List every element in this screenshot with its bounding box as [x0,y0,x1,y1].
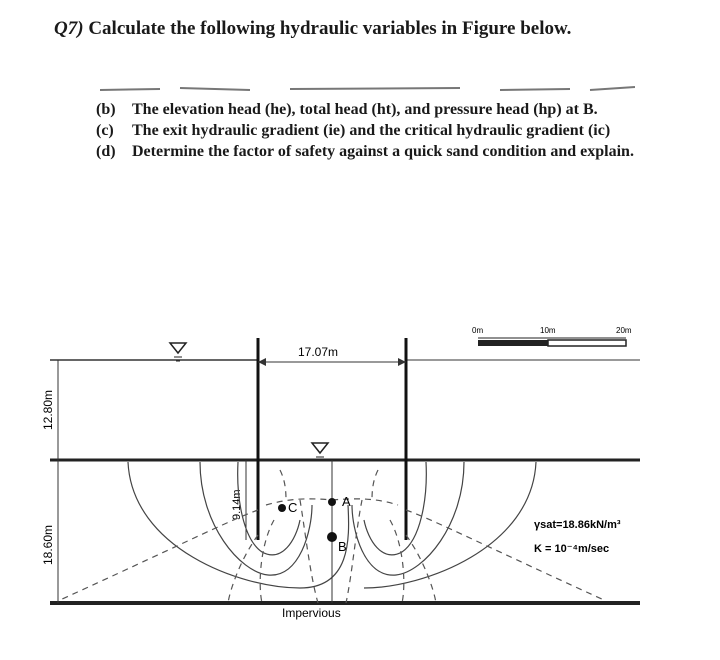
flow-line-4 [364,462,426,555]
unit-weight-label: γsat=18.86kN/m³ [534,519,621,531]
point-c-marker [278,504,286,512]
point-a-marker [328,498,336,506]
item-text: The elevation head (he), total head (ht), and pressure head (hp) at B. [132,101,598,118]
equipotential-line-9 [266,499,332,505]
impervious-label: Impervious [282,606,341,620]
equipotential-line-6 [390,520,404,603]
scale-label-10: 10m [540,326,556,335]
item-label: (c) [96,122,114,139]
point-a-label: A [342,494,351,509]
spacing-label: 17.07m [298,345,339,359]
equipotential-line-11 [280,470,286,500]
equipotential-line-2 [228,535,258,603]
scale-bar [478,338,626,346]
item-label: (b) [96,101,116,118]
upstream-water-table-icon [170,343,186,361]
equipotential-line-1 [60,510,258,600]
equipotential-line-7 [406,535,436,603]
flow-line-2 [200,462,312,575]
equipotential-line-12 [372,470,378,500]
equipotential-line-3 [260,520,274,603]
point-b-marker [327,532,337,542]
item-text: Determine the factor of safety against a quick sand condition and explain. [132,143,634,160]
point-c-label: C [288,500,298,515]
scale-label-20: 20m [616,326,632,335]
question-number: Q7) [54,18,84,39]
permeability-label: K = 10⁻⁴m/sec [534,543,610,555]
pile-depth-label: 9.14m [231,489,243,520]
item-label: (d) [96,143,116,160]
upstream-depth-label: 12.80m [41,389,55,430]
downstream-water-table-icon [312,443,328,461]
soil-depth-label: 18.60m [41,524,55,565]
flow-line-5 [352,462,464,575]
question-text: Calculate the following hydraulic variables in Figure below. [88,18,572,39]
scale-label-0: 0m [472,326,484,335]
item-text: The exit hydraulic gradient (ie) and the critical hydraulic gradient (ic) [132,122,611,139]
point-b-label: B [338,539,347,554]
